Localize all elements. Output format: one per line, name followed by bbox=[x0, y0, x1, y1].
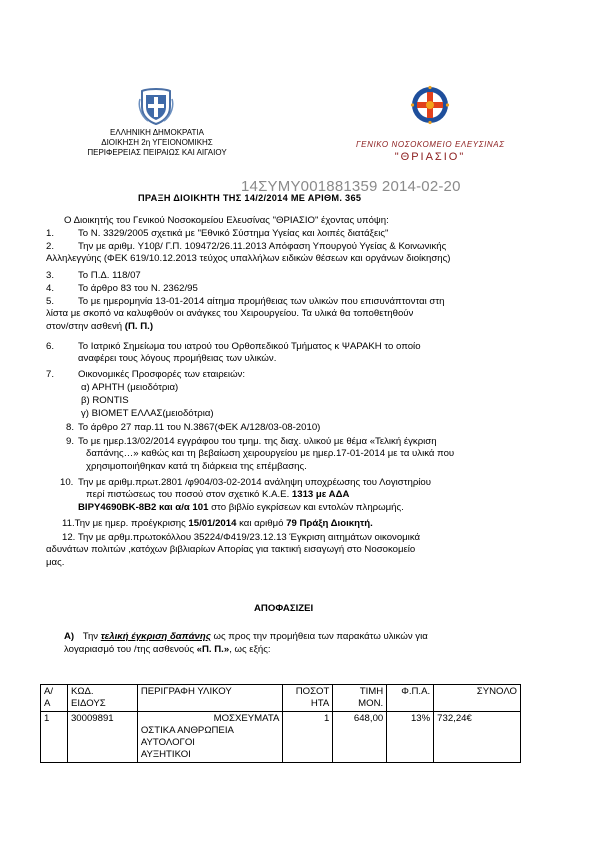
decision-title: ΑΠΟΦΑΣΙΖΕΙ bbox=[254, 603, 314, 614]
item-number: 9. bbox=[66, 436, 75, 447]
intro-paragraph: Ο Διοικητής του Γενικού Νοσοκομείου Ελευσίνας "ΘΡΙΑΣΙΟ" έχοντας υπόψη: bbox=[64, 215, 389, 226]
item-number: 11. bbox=[62, 518, 75, 529]
header-left-line-1: ΕΛΛΗΝΙΚΗ ΔΗΜΟΚΡΑΤΙΑ bbox=[110, 128, 204, 137]
company-list bbox=[81, 382, 214, 421]
hospital-logo bbox=[410, 85, 450, 125]
materials-table bbox=[40, 684, 521, 763]
cell-vat: 13% bbox=[387, 712, 434, 763]
table-row bbox=[41, 712, 521, 763]
item-2 bbox=[46, 241, 526, 266]
item-text: περί πιστώσεως του ποσού στον σχετικό Κ.Α.Ε. bbox=[86, 489, 290, 501]
item-number: 1. bbox=[46, 228, 55, 239]
header-vat: Φ.Π.Α. bbox=[387, 685, 434, 712]
patient-initials: (Π. Π.) bbox=[124, 320, 154, 332]
item-text: Το Ν. 3329/2005 σχετικά με "Εθνικό Σύστημα Υγείας και λοιπές διατάξεις" bbox=[78, 228, 389, 239]
item-number: 10. bbox=[60, 477, 74, 488]
item-text-line: μας. bbox=[46, 556, 65, 568]
item-number: 7. bbox=[46, 369, 55, 380]
decision-text: , ως εξής: bbox=[229, 644, 271, 655]
item-text-line: Το Ιατρικό Σημείωμα του ιατρού του Ορθοπεδικού Τμήματος κ ΨΑΡΑΚΗ το οποίο bbox=[78, 341, 421, 352]
item-number: 6. bbox=[46, 341, 55, 352]
cell-aa: 1 bbox=[41, 712, 68, 763]
item-text-line: Την με αριθμ. Υ10β/ Γ.Π. 109472/26.11.2013 Απόφαση Υπουργού Υγείας & Κοινωνικής bbox=[78, 241, 447, 252]
item-text-line: Αλληλεγγύης (ΦΕΚ 619/10.12.2013 τεύχος υπαλλήλων ειδικών θέσεων και οργάνων διοίκησης) bbox=[46, 253, 451, 265]
item-text-line bbox=[78, 502, 526, 514]
item-10 bbox=[60, 477, 526, 514]
cell-code: 30009891 bbox=[67, 712, 137, 763]
item-9 bbox=[66, 436, 526, 473]
item-text-line: Το με ημερ.13/02/2014 εγγράφου του τμημ. της διαχ. υλικού με θέμα «Τελική έγκριση bbox=[78, 436, 437, 447]
company-arhti: α) ΑΡΗΤΗ (μειοδότρια) bbox=[81, 382, 179, 393]
item-number: 5. bbox=[46, 296, 55, 307]
header-aa: Α/ Α bbox=[41, 685, 68, 712]
item-text-line: αδυνάτων πολιτών ,κατόχων βιβλιαρίων Απορίας για τακτική εισαγωγή στο Νοσοκομείο bbox=[46, 544, 416, 556]
decision-paragraph bbox=[64, 631, 428, 643]
cell-quantity: 1 bbox=[283, 712, 333, 763]
item-number: 4. bbox=[46, 283, 55, 294]
cell-description: ΜΟΣΧΕΥΜΑΤΑ ΟΣΤΙΚΑ ΑΝΘΡΩΠΕΙΑ ΑΥΤΟΛΟΓΟΙ ΑΥΞΗΤΙΚΟΙ bbox=[137, 712, 283, 763]
item-text-line: χρησιμοποιήθηκαν κατά τη διάρκεια της επέμβασης. bbox=[86, 460, 307, 472]
item-text-line: Την με αριθμ.πρωτ.2801 /φ904/03-02-2014 ανάληψη υποχρέωσης του Λογιστηρίου bbox=[78, 477, 432, 488]
decision-text: Την bbox=[82, 631, 99, 642]
ada-stamp: 14ΣΥΜΥ001881359 2014-02-20 bbox=[241, 178, 461, 195]
header-left-line-2: ΔΙΟΙΚΗΣΗ 2η ΥΓΕΙΟΝΟΜΙΚΗΣ bbox=[101, 138, 213, 147]
item-text: στον/στην ασθενή bbox=[46, 320, 123, 332]
item-text-line bbox=[62, 532, 526, 544]
item-text-line: αναφέρει τους λόγους προμήθειας των υλικών. bbox=[78, 353, 277, 365]
hospital-name: ΓΕΝΙΚΟ ΝΟΣΟΚΟΜΕΙΟ ΕΛΕΥΣΙΝΑΣ bbox=[356, 140, 505, 149]
item-text: Την με ημερ. προέγκρισης bbox=[74, 518, 186, 529]
header-left bbox=[74, 128, 240, 158]
company-biomet: γ) ΒΙΟΜΕΤ ΕΛΛΑΣ(μειοδότρια) bbox=[81, 408, 214, 419]
item-text-line: Το με ημερομηνία 13-01-2014 αίτημα προμήθειας των υλικών που επισυνάπτονται στη bbox=[78, 296, 445, 307]
item-number: 3. bbox=[46, 270, 55, 281]
item-text-line bbox=[86, 489, 526, 501]
item-11 bbox=[62, 518, 373, 530]
item-number: 12. bbox=[62, 532, 76, 543]
item-5 bbox=[46, 296, 526, 333]
ada-code: ΒΙΡΥ4690ΒΚ-8Β2 και α/α 101 bbox=[78, 501, 209, 513]
item-number: 2. bbox=[46, 241, 55, 252]
header-code: ΚΩΔ. ΕΙΔΟΥΣ bbox=[67, 685, 137, 712]
item-text: Το άρθρο 27 παρ.11 του Ν.3867(ΦΕΚ Α/128/03-08-2010) bbox=[78, 422, 321, 433]
header-description: ΠΕΡΙΓΡΑΦΗ ΥΛΙΚΟΥ bbox=[137, 685, 283, 712]
cell-unit-price: 648,00 bbox=[333, 712, 387, 763]
patient-initials: «Π. Π.» bbox=[196, 644, 230, 655]
hospital-short-name: "ΘΡΙΑΣΙΟ" bbox=[394, 151, 466, 163]
header-unit-price: ΤΙΜΗ ΜΟΝ. bbox=[333, 685, 387, 712]
item-text: Οικονομικές Προσφορές των εταιρειών: bbox=[78, 369, 246, 380]
decision-label: Α) bbox=[64, 631, 75, 642]
greek-coat-of-arms-logo bbox=[138, 87, 174, 125]
item-text-line: δαπάνης…» καθώς και τη βεβαίωση χειρουργείου με ημερ.17-01-2014 με τα υλικά που bbox=[86, 448, 455, 460]
company-rontis: β) RONTIS bbox=[81, 395, 129, 406]
header-quantity: ΠΟΣΟΤ ΗΤΑ bbox=[283, 685, 333, 712]
item-text: Το άρθρο 83 του Ν. 2362/95 bbox=[78, 283, 198, 294]
pre-approval-act: 79 Πράξη Διοικητή. bbox=[286, 518, 373, 529]
item-text: Το Π.Δ. 118/07 bbox=[78, 270, 141, 281]
item-text: στο βιβλίο εγκρίσεων και εντολών πληρωμής. bbox=[211, 501, 404, 513]
header-left-line-3: ΠΕΡΙΦΕΡΕΙΑΣ ΠΕΙΡΑΙΩΣ ΚΑΙ ΑΙΓΑΙΟΥ bbox=[87, 148, 227, 157]
decision-text: λογαριασμό του /της ασθενούς bbox=[64, 644, 194, 655]
decision-paragraph-2 bbox=[64, 644, 271, 656]
pre-approval-date: 15/01/2014 bbox=[188, 518, 237, 529]
item-number: 8. bbox=[66, 422, 75, 433]
item-12 bbox=[46, 532, 526, 569]
final-approval-phrase: τελική έγκριση δαπάνης bbox=[100, 631, 211, 642]
item-text-line: λίστα με σκοπό να καλυφθούν οι ανάγκες του Χειρουργείου. Τα υλικά θα τοποθετηθούν bbox=[46, 308, 414, 320]
table-header-row bbox=[41, 685, 521, 712]
item-6 bbox=[46, 341, 526, 366]
item-text-line bbox=[46, 321, 526, 333]
header-total: ΣΥΝΟΛΟ bbox=[434, 685, 521, 712]
document-title: ΠΡΑΞΗ ΔΙΟΙΚΗΤΗ ΤΗΣ 14/2/2014 ΜΕ ΑΡΙΘΜ. 365 bbox=[138, 193, 362, 203]
item-text: και αριθμό bbox=[239, 518, 284, 529]
item-text: Την με αρθμ.πρωτοκόλλου 35224/Φ419/23.12.13 Έγκριση αιτημάτων οικονομικά bbox=[77, 532, 421, 543]
kae-ada: 1313 με ΑΔΑ bbox=[291, 489, 350, 501]
decision-text: ως προς την προμήθεια των παρακάτω υλικών για bbox=[213, 631, 428, 642]
cell-total: 732,24€ bbox=[434, 712, 521, 763]
